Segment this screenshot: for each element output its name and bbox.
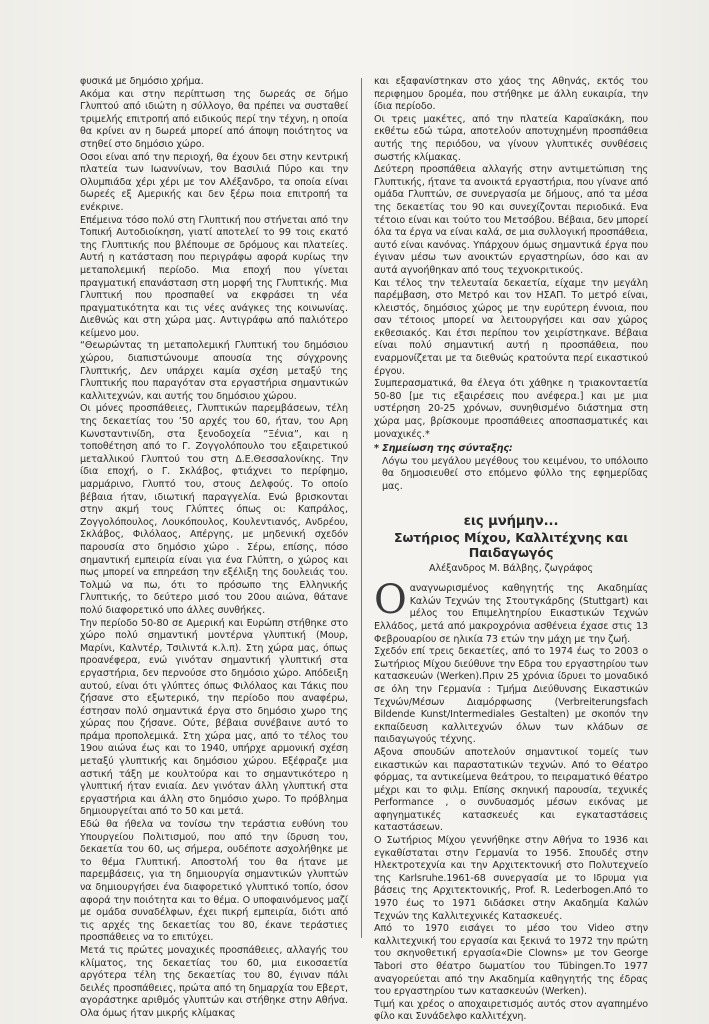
editor-note-title: * Σημείωση της σύνταξης: — [374, 443, 513, 455]
right-column — [374, 76, 648, 1024]
first-paragraph-text: αναγνωρισμένος καθηγητής της Ακαδημίας Καλών Τεχνών της Στουτγκάρδης (Stuttgart) και μέλος του Επιμελητηρίου Εικαστικών Τεχνών Ελλάδος, μετά από μακροχρόνια ασθένεια έχασε στις 13 Φεβρουαρίου σε ηλικία 73 ετών την μάχη με την ζωή. — [374, 583, 648, 645]
left-paragraph: Την περίοδο 50-80 σε Αμερική και Ευρώπη στήθηκε στο χώρο πολύ σημαντική μοντέρνα γλυπτική (Μουρ, Μαρίνι, Καλντέρ, Τσιλιντά κ.λ.π). Στη χώρα μας, όπως προανέφερα, ενώ γινόταν σημαντική γλυπτική στα εργαστήρια, δεν περνούσε στο δημόσιο χώρο. Απόδειξη αυτού, είναι ότι γλύπτες όπως Φιλόλαος και Τάκις που ζήσανε στο εξωτερικό, την περίοδο που αναφέρω, έστησαν πολύ σημαντικά έργα στο δημόσιο χωρο της χώρας που ζήσανε. Ούτε, βέβαια συνέβαινε αυτό το πράμα προπολεμικά. Στη χώρα μας, από το τέλος του 19ου αιώνα έως και το 1940, υπήρχε αρμονική σχέση μεταξύ γλυπτικής και δημόσιου χώρου. Εξέφραζε μια αστική τάξη με κουλτούρα και το σημαντικότερο η γλυπτική ήταν ενιαία. Δεν γινόταν άλλη γλυπτική στα εργαστήρια και άλλη στο δημόσιο χωρο. Το πρόβλημα δημιουργείται από το 50 και μετά. — [80, 617, 348, 818]
left-paragraph: Μετά τις πρώτες μοναχικές προσπάθειες, αλλαγής του κλίματος, της δεκαετίας του 60, μια εικοσαετία αργότερα τέλη της δεκαετίας του 80, έγιναν πάλι δειλές προσπάθειες, πρώτα από τη δημαρχία του Εβερτ, αγοράστηκε αριθμός γλυπτών και στήθηκε στην Αθήνα. Ολα όμως ήταν μικρής κλίμακας — [80, 944, 348, 1019]
memoriam-first-paragraph — [374, 577, 648, 646]
memoriam-paragraph: Από το 1970 εισάγει το μέσο του Video στην καλλιτεχνική του εργασία και ξεκινά το 1972 την πρώτη του σκηνοθετική εργασία«Die Clowns» με τον George Tabori στο θέατρο δωματίου του Tübingen.Το 1977 αναγορεύεται από την Ακαδημία καθηγητής της έδρας του εργαστηρίου των κατασκευών (Werken). — [374, 923, 648, 998]
left-paragraph: Επέμεινα τόσο πολύ στη Γλυπτική που στήνεται από την Τοπική Αυτοδιοίκηση, γιατί αποτελεί το 99 τοις εκατό της Γλυπτικής που βλέπουμε σε δρόμους και πλατείες. Αυτή η κατάσταση που περιγράφω αφορά κυρίως την μεταπολεμική περίοδο. Μια εποχή που γίνεται πραγματική επανάσταση στη μορφή της Γλυπτικής. Μια Γλυπτική που προσπαθεί να εκφράσει τη νέα πραγματικότητα και τις νέες ανάγκες της κοινωνίας. Διεθνώς και στη χώρα μας. Αντιγράφω από παλιότερο κείμενο μου. — [80, 214, 348, 339]
left-paragraph: Ακόμα και στην περίπτωση της δωρεάς σε δήμο Γλυπτού από ιδιώτη η σύλλογο, θα πρέπει να συσταθεί τριμελής επιτροπή από ειδικούς περί την τέχνη, η οποία θα κρίνει αν η δωρεά μπορεί από άποψη ποιότητος να στηθεί στο δημόσιο χώρο. — [80, 88, 348, 150]
memoriam-heading: εις μνήμην... — [463, 513, 559, 529]
right-paragraph: Οι τρεις μακέτες, από την πλατεία Καραϊσκάκη, που εκθέτω εδώ τώρα, αποτελούν αποτυχημένη προσπάθεια αυτής της περιόδου, να γίνουν γλυπτικές συνθέσεις σωστής κλίμακας. — [374, 113, 648, 163]
memoriam-byline: Αλέξανδρος Μ. Βάλβης, ζωγράφος — [428, 562, 594, 574]
memoriam-paragraph: Τιμή και χρέος ο αποχαιρετισμός αυτός στον αγαπημένο φίλο και Συνάδελφο καλλιτέχνη. — [374, 998, 648, 1023]
left-paragraph: φυσικά με δημόσιο χρήμα. — [80, 76, 204, 87]
drop-cap: Ο — [374, 577, 407, 624]
left-paragraph: Εδώ θα ήθελα να τονίσω την τεράστια ευθύνη του Υπουργείου Πολιτισμού, που από την ίδρυση του, δεκαετία του 60, ως σήμερα, ουδέποτε ασχολήθηκε με το θέμα Γλυπτική. Αποστολή του θα ήτανε με παρεμβάσεις, για τη δημιουργία σημαντικών γλυπτών να δημιουργήσει ένα διαφορετικό γλυπτικό τοπίο, όσον αφορά την ποιότητα και το θέμα. Ο υποφαινόμενος μαζί με ομάδα συναδέλφων, έχει πικρή εμπειρία, διότι από τις αρχές της δεκαετίας του 80, έκανε τεράστιες προσπάθειες να το επιτύχει. — [80, 819, 348, 944]
memoriam-paragraph: Ο Σωτήριος Μίχου γεννήθηκε στην Αθήνα το 1936 και εγκαθίσταται στην Γερμανία το 1956. Σπουδές στην Ηλεκτροτεχνία και την Αρχιτεκτονική στο Πολυτεχνείο της Karlsruhe.1961-68 συνεργασία με το Ιδρυμα για βάσεις της Αρχιτεκτονικής, Prof. R. Lederbogen.Από το 1970 έως το 1971 διδάσκει στην Ακαδημία Καλών Τεχνών της Καλλιτεχνικές Κατασκευές. — [374, 835, 648, 922]
right-paragraph: και εξαφανίστηκαν στο χάος της Αθηνάς, εκτός του περιφημου δρομέα, που στήθηκε με άλλη ευκαιρία, την ίδια περίοδο. — [374, 76, 648, 113]
memoriam-paragraph: Σχεδόν επί τρεις δεκαετίες, από το 1974 έως το 2003 ο Σωτήριος Μίχου διεύθυνε την Εδρα του εργαστηρίου των κατασκευών (Werken).Πριν 25 χρόνια ίδρυει το μοναδικό σε όλη την Γερμανία : Τμήμα Διεύθυνσης Εικαστικών Τεχνών/Μέσων Διαμόρφωσης (Verbreiterungsfach Bildende Kunst/Intermediales Gestalten) με σκοπόν την εκπαίδευση καλλιτεχνών όλων των κλάδων σε παιδαγωγούς τέχνης. — [374, 646, 648, 746]
column-divider — [361, 78, 362, 938]
right-paragraph: Συμπερασματικά, θα έλεγα ότι χάθηκε η τριακονταετία 50-80 [με τις εξαιρέσεις που ανέφερα.] και με μια υστέρηση 20-25 χρόνων, συνηθισμένο διάστημα στη χώρα μας, βρίσκουμε προσπάθειες αποσπασματικές και μοναχικές.* — [374, 378, 648, 440]
right-paragraph: Και τέλος την τελευταία δεκαετία, είχαμε την μεγάλη παρέμβαση, στο Μετρό και τον ΗΣΑΠ. Το μετρό είναι, κλειστός, δημόσιος χώρος με την ευρύτερη έννοια, που σαν τέτοιος μπορεί να λειτουργήσει και σαν χώρος εκθεσιακός. Και έτσι περίπου τον χειρίστηκανε. Βέβαια είναι πολύ σημαντική αυτή η προσπάθεια, που εναρμονίζεται με τα διεθνώς κρατούντα περί εικαστικού έργου. — [374, 277, 648, 377]
left-column — [80, 76, 348, 1021]
memoriam-paragraph: Αξονα σπουδών αποτελούν σημαντικοί τομείς των εικαστικών και παραστατικών τεχνών. Από το Θέατρο φόρμας, τα αντικείμενα θεάτρου, το πειραματικό θέατρο μέχρι και το φιλμ. Επίσης σκηνική παρουσία, τεχνικές Performance , ο συνδυασμός μέσων εικόνας με αφηγηματικές κατασκευές και εγκαταστάσεις καταστάσεων. — [374, 746, 648, 834]
left-paragraph: “Θεωρώντας τη μεταπολεμική Γλυπτική του δημόσιου χώρου, διαπιστώνουμε απουσία της σύγχρονης Γλυπτικής, Δεν υπάρχει καμία σχέση μεταξύ της Γλυπτικής που παραγόταν στα εργαστήρια σημαντικών καλλιτεχνών, και αυτής του δημόσιου χώρου. — [80, 340, 348, 402]
left-paragraph: Οσοι είναι από την περιοχή, θα έχουν δει στην κεντρική πλατεία των Ιωαννίνων, τον Βασιλιά Πύρο και την Ολυμπιάδα χέρι χέρι με τον Αλέξανδρο, τα οποία είναι δωρεές εξ Αμερικής και δεν ξέρω ποια επιτροπή τα ενέκρινε. — [80, 151, 348, 213]
left-paragraph: Οι μόνες προσπάθειες, Γλυπτικών παρεμβάσεων, τέλη της δεκαετίας του ’50 αρχές του 60, ήταν, του Αρη Κωνσταντινίδη, στα ξενοδοχεία ”Ξένια”, και η τοποθέτηση από το Γ. Ζογγολόπουλο του εξαιρετικού μεταλλικού Γλυπτού του στη Δ.Ε.Θεσσαλονίκης. Την ίδια εποχή, ο Γ. Σκλάβος, φτιάχνει το περίφημο, μαρμάρινο, Γλυπτό του, στους Δελφούς. Το οποίο βέβαια ήταν, ιδιωτική παραγγελία. Ενώ βρισκονται στην ακμή τους Γλύπτες όπως οι: Καπράλος, Ζογγολόπουλος, Λουκόπουλος, Κουλεντιανός, Ανδρέου, Σκλάβος, Φιλόλαος, Απέργης, με μηδενική σχεδόν παρουσία στο δημόσιο χώρο . Σέρω, επίσης, πόσο σημαντική εμπειρία είναι για ένα Γλύπτη, ο χώρος και πως μπορεί να επηρεάση την εξέλιξη της δουλειάς του. Τολμώ να πω, ότι το πρόσωπο της Ελληνικής Γλυπτικής, το δεύτερο μισό του 20ου αιώνα, θάτανε πολύ διαφορετικό υπο άλλες συνθήκες. — [80, 403, 348, 616]
memoriam-subheading: Σωτήριος Μίχου, Καλλιτέχνης και Παιδαγωγός — [393, 529, 629, 560]
faded-masthead-watermark — [480, 30, 650, 80]
right-paragraph: Δεύτερη προσπάθεια αλλαγής στην αντιμετώπιση της Γλυπτικής, ήτανε τα ανοικτά εργαστήρια, που γίνανε από ομάδα Γλυπτών, σε συνεργασία με δήμους, από τα μέσα της δεκαετίας του 90 και συνεχίζονται περιοδικά. Ενα τέτοιο είναι και τούτο του Μετσόβου. Βέβαια, δεν μπορεί όλα τα έργα να είναι καλά, σε μια συλλογική προσπάθεια, αυτό είναι κανόνας. Υπάρχουν όμως σημαντικά έργα που έγιναν μέσω των ανοικτών εργαστηρίων, όσο και αν αυτά αγνοήθηκαν από τους τεχνοκριτικούς. — [374, 164, 648, 276]
editor-note-body: Λόγω του μεγάλου μεγέθους του κειμένου, το υπόλοιπο θα δημοσιευθεί στο επόμενο φύλλο της εφημερίδας μας. — [382, 455, 648, 492]
